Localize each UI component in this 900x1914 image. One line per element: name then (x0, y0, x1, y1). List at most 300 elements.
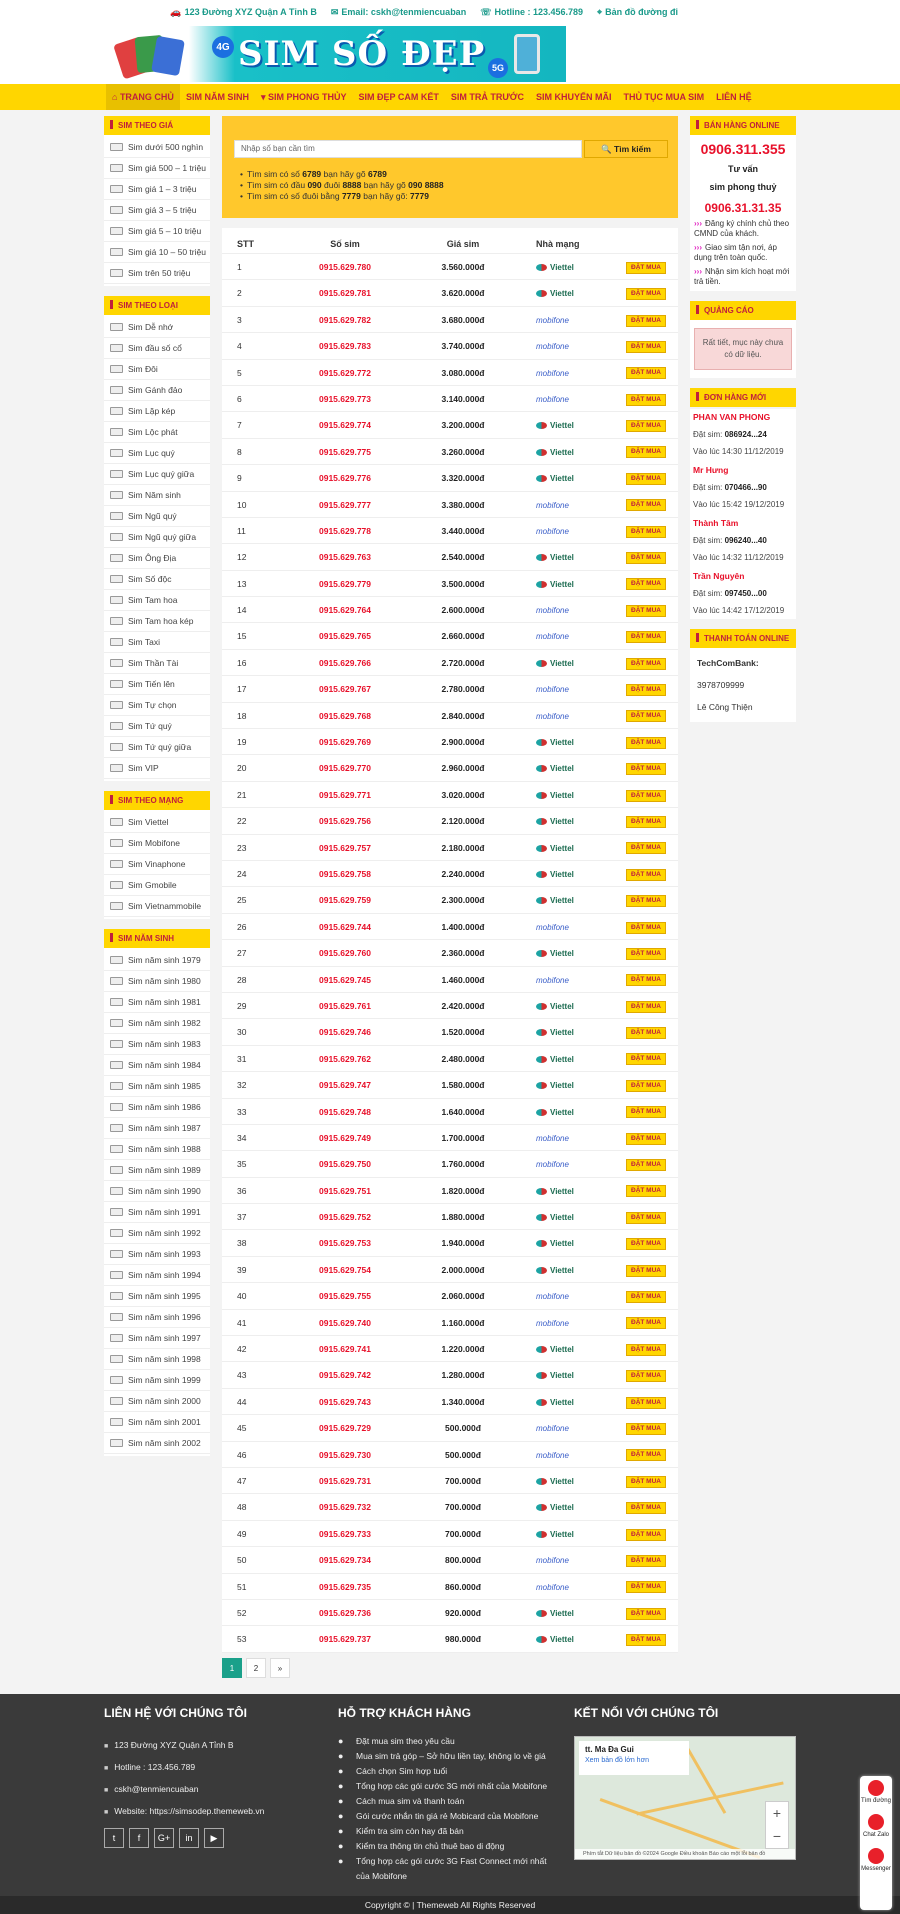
chat-icon (868, 1814, 884, 1830)
buy-button[interactable]: ĐẶT MUA (626, 578, 666, 590)
buy-button[interactable]: ĐẶT MUA (626, 710, 666, 722)
support-link[interactable]: ● Cách chọn Sim hợp tuổi (338, 1764, 560, 1779)
table-body (222, 254, 678, 1653)
sidebar-link[interactable]: Sim Tam hoa (104, 590, 210, 611)
sim-number[interactable]: 0915.629.768 (319, 710, 371, 721)
page-1[interactable]: 1 (222, 1658, 242, 1678)
sim-number[interactable]: 0915.629.733 (319, 1528, 371, 1539)
sidebar-link[interactable]: Sim Gmobile (104, 875, 210, 896)
support-link[interactable]: ● Kiểm tra thông tin chủ thuê bao di động (338, 1839, 560, 1854)
sim-number[interactable]: 0915.629.744 (319, 921, 371, 932)
sim-price: 920.000đ (445, 1607, 481, 1618)
sidebar-link[interactable]: Sim Tứ quý (104, 716, 210, 737)
buy-button[interactable]: ĐẶT MUA (626, 790, 666, 802)
sidebar-link[interactable]: Sim năm sinh 1991 (104, 1202, 210, 1223)
nav-sim-nam-sinh[interactable]: SIM NĂM SINH (185, 92, 249, 102)
sim-number[interactable]: 0915.629.778 (319, 525, 371, 536)
sim-number[interactable]: 0915.629.743 (319, 1396, 371, 1407)
sim-card-icon (110, 1313, 123, 1321)
sim-number[interactable]: 0915.629.736 (319, 1607, 371, 1618)
table-row (222, 1362, 678, 1388)
logo-banner[interactable] (106, 26, 566, 82)
sim-number[interactable]: 0915.629.745 (319, 974, 371, 985)
sidebar-link[interactable]: Sim Ngũ quý giữa (104, 527, 210, 548)
buy-button[interactable]: ĐẶT MUA (626, 473, 666, 485)
sidebar-link[interactable]: Sim Lục quý (104, 443, 210, 464)
support-link[interactable]: ● Kiểm tra sim còn hay đã bán (338, 1824, 560, 1839)
sim-number[interactable]: 0915.629.729 (319, 1423, 371, 1434)
row-index: 39 (237, 1264, 247, 1275)
sim-number[interactable]: 0915.629.771 (319, 789, 371, 800)
support-link[interactable]: ● Đặt mua sim theo yêu cầu (338, 1734, 560, 1749)
sim-number[interactable]: 0915.629.761 (319, 1000, 371, 1011)
table-row (222, 1468, 678, 1494)
buy-button[interactable]: ĐẶT MUA (626, 526, 666, 538)
buy-button[interactable]: ĐẶT MUA (626, 1238, 666, 1250)
sim-number[interactable]: 0915.629.773 (319, 393, 371, 404)
sim-price: 1.520.000đ (441, 1027, 485, 1038)
google-plus-icon[interactable]: G+ (154, 1828, 174, 1848)
twitter-icon[interactable]: t (104, 1828, 124, 1848)
row-index: 27 (237, 948, 247, 959)
buy-button[interactable]: ĐẶT MUA (626, 499, 666, 511)
sidebar-link[interactable]: Sim Số độc (104, 569, 210, 590)
network-logo: Viettel (516, 782, 614, 807)
buy-button[interactable]: ĐẶT MUA (626, 1265, 666, 1277)
sim-number[interactable]: 0915.629.731 (319, 1475, 371, 1486)
sidebar-link[interactable]: Sim Vietnammobile (104, 896, 210, 917)
online-sales (690, 135, 796, 291)
buy-button[interactable]: ĐẶT MUA (626, 895, 666, 907)
page-2[interactable]: 2 (246, 1658, 266, 1678)
buy-button[interactable]: ĐẶT MUA (626, 631, 666, 643)
network-logo: Viettel (516, 1389, 614, 1414)
sidebar-link[interactable]: Sim năm sinh 1994 (104, 1265, 210, 1286)
nav-sim-phong-thuy[interactable]: ▾ SIM PHONG THỦY (260, 92, 347, 102)
sidebar-link[interactable]: Sim năm sinh 1999 (104, 1370, 210, 1391)
hotline-1[interactable]: 0906.311.355 (700, 141, 786, 157)
sidebar-link[interactable]: Sim Ngũ quý (104, 506, 210, 527)
action-cell (614, 1230, 678, 1255)
buy-button[interactable]: ĐẶT MUA (626, 1027, 666, 1039)
network-logo: mobifone (536, 342, 569, 352)
sidebar-link[interactable]: Sim năm sinh 1982 (104, 1013, 210, 1034)
table-row (222, 861, 678, 887)
buy-button[interactable]: ĐẶT MUA (626, 1159, 666, 1171)
sidebar-link[interactable]: Sim năm sinh 1988 (104, 1139, 210, 1160)
sim-number[interactable]: 0915.629.753 (319, 1238, 371, 1249)
sim-number[interactable]: 0915.629.766 (319, 657, 371, 668)
hotline-2[interactable]: 0906.31.31.35 (704, 201, 782, 215)
buy-button[interactable]: ĐẶT MUA (626, 367, 666, 379)
sidebar-link[interactable]: Sim năm sinh 1997 (104, 1328, 210, 1349)
buy-button[interactable]: ĐẶT MUA (626, 1212, 666, 1224)
footer-hotline[interactable]: ■ Hotline : 123.456.789 (104, 1756, 324, 1778)
sidebar-link[interactable]: Sim năm sinh 1987 (104, 1118, 210, 1139)
sim-number[interactable]: 0915.629.770 (319, 763, 371, 774)
action-cell (614, 703, 678, 728)
sidebar-link[interactable]: Sim Đôi (104, 359, 210, 380)
sidebar-link[interactable]: Sim năm sinh 1979 (104, 950, 210, 971)
sim-price: 2.060.000đ (441, 1291, 485, 1302)
sidebar-link[interactable]: Sim năm sinh 2000 (104, 1391, 210, 1412)
buy-button[interactable]: ĐẶT MUA (626, 1053, 666, 1065)
network-logo: mobifone (536, 685, 569, 695)
map-larger-link[interactable]: Xem bản đồ lớn hơn (585, 1757, 650, 1764)
row-index: 34 (237, 1132, 247, 1143)
sidebar-link[interactable]: Sim năm sinh 1980 (104, 971, 210, 992)
support-link[interactable]: ● Gói cước nhắn tin giá rẻ Mobicard của Mobifone (338, 1809, 560, 1824)
buy-button[interactable]: ĐẶT MUA (626, 420, 666, 432)
action-cell (614, 412, 678, 437)
action-cell (614, 1099, 678, 1124)
support-link[interactable]: ● Cách mua sim và thanh toán (338, 1794, 560, 1809)
buy-button[interactable]: ĐẶT MUA (626, 1449, 666, 1461)
sim-price: 1.400.000đ (441, 921, 485, 932)
action-cell (614, 676, 678, 701)
sidebar-link[interactable]: Sim Lộc phát (104, 422, 210, 443)
buy-button[interactable]: ĐẶT MUA (626, 605, 666, 617)
sim-number[interactable]: 0915.629.740 (319, 1317, 371, 1328)
row-index: 14 (237, 605, 247, 616)
action-cell (614, 1521, 678, 1546)
table-row (222, 729, 678, 755)
network-logo: Viettel (516, 1178, 614, 1203)
map-link[interactable]: ⌖ Bản đồ đường đi (597, 6, 678, 17)
sim-number[interactable]: 0915.629.777 (319, 499, 371, 510)
buy-button[interactable]: ĐẶT MUA (626, 1529, 666, 1541)
buy-button[interactable]: ĐẶT MUA (626, 446, 666, 458)
support-link[interactable]: ● Tổng hợp các gói cước 3G mới nhất của Mobifone (338, 1779, 560, 1794)
sidebar-link[interactable]: Sim năm sinh 1992 (104, 1223, 210, 1244)
sidebar-link[interactable]: Sim năm sinh 1993 (104, 1244, 210, 1265)
sim-number[interactable]: 0915.629.746 (319, 1027, 371, 1038)
benefit-item: ››› Đăng ký chính chủ theo CMND của khách. (694, 219, 792, 239)
sidebar-link[interactable]: Sim Mobifone (104, 833, 210, 854)
sim-number[interactable]: 0915.629.759 (319, 895, 371, 906)
row-index: 47 (237, 1475, 247, 1486)
widget-title: SIM NĂM SINH (104, 929, 210, 948)
sim-number[interactable]: 0915.629.756 (319, 816, 371, 827)
row-index: 28 (237, 974, 247, 985)
buy-button[interactable]: ĐẶT MUA (626, 658, 666, 670)
buy-button[interactable]: ĐẶT MUA (626, 1317, 666, 1329)
network-logo: mobifone (536, 1450, 569, 1460)
buy-button[interactable]: ĐẶT MUA (626, 262, 666, 274)
sidebar-link[interactable]: Sim Vinaphone (104, 854, 210, 875)
buy-button[interactable]: ĐẶT MUA (626, 552, 666, 564)
sim-number[interactable]: 0915.629.751 (319, 1185, 371, 1196)
sim-number[interactable]: 0915.629.769 (319, 737, 371, 748)
footer-website[interactable]: ■ Website: https://simsodep.themeweb.vn (104, 1800, 324, 1822)
table-row (222, 597, 678, 623)
email-info[interactable]: ✉ Email: cskh@tenmiencuaban (330, 6, 467, 17)
action-cell (614, 1626, 678, 1651)
buy-button[interactable]: ĐẶT MUA (626, 869, 666, 881)
consult-text: sim phong thuỷ (709, 182, 777, 192)
sim-price: 1.880.000đ (441, 1212, 485, 1223)
search-input[interactable]: Nhập số bạn cần tìm (234, 140, 582, 158)
buy-button[interactable]: ĐẶT MUA (626, 922, 666, 934)
sim-price: 2.120.000đ (441, 816, 485, 827)
buy-button[interactable]: ĐẶT MUA (626, 948, 666, 960)
sidebar-link[interactable]: Sim giá 3 – 5 triệu (104, 200, 210, 221)
sidebar-link[interactable]: Sim giá 1 – 3 triệu (104, 179, 210, 200)
row-index: 13 (237, 578, 247, 589)
sim-number[interactable]: 0915.629.742 (319, 1370, 371, 1381)
sidebar-link[interactable]: Sim năm sinh 1984 (104, 1055, 210, 1076)
nav-sim-khuyen-mai[interactable]: SIM KHUYẾN MÃI (535, 92, 612, 102)
footer-email[interactable]: ■ cskh@tenmiencuaban (104, 1778, 324, 1800)
support-link[interactable]: ● Tổng hợp các gói cước 3G Fast Connect mới nhất của Mobifone (338, 1854, 560, 1884)
sidebar-link[interactable]: Sim Dễ nhớ (104, 317, 210, 338)
sidebar-link[interactable]: Sim năm sinh 1990 (104, 1181, 210, 1202)
right-sidebar (690, 116, 796, 732)
buy-button[interactable]: ĐẶT MUA (626, 842, 666, 854)
sidebar-link[interactable]: Sim giá 500 – 1 triệu (104, 158, 210, 179)
sim-number[interactable]: 0915.629.774 (319, 420, 371, 431)
row-index: 42 (237, 1344, 247, 1355)
sidebar-link[interactable]: Sim Taxi (104, 632, 210, 653)
sidebar-link[interactable]: Sim năm sinh 1996 (104, 1307, 210, 1328)
widget-title: SIM THEO GIÁ (104, 116, 210, 135)
network-logo: Viettel (516, 1336, 614, 1361)
zalo-button[interactable]: Chat Zalo (860, 1814, 892, 1844)
messenger-button[interactable]: Messenger (860, 1848, 892, 1878)
network-logo: Viettel (516, 280, 614, 305)
youtube-icon[interactable]: ▶ (204, 1828, 224, 1848)
buy-button[interactable]: ĐẶT MUA (626, 1291, 666, 1303)
sidebar-link[interactable]: Sim Tự chọn (104, 695, 210, 716)
sim-number[interactable]: 0915.629.776 (319, 473, 371, 484)
buy-button[interactable]: ĐẶT MUA (626, 763, 666, 775)
sidebar-link[interactable]: Sim Năm sinh (104, 485, 210, 506)
sidebar-link[interactable]: Sim VIP (104, 758, 210, 779)
sidebar-link[interactable]: Sim dưới 500 nghìn (104, 137, 210, 158)
sidebar-link[interactable]: Sim năm sinh 1985 (104, 1076, 210, 1097)
sim-number[interactable]: 0915.629.758 (319, 868, 371, 879)
sim-number[interactable]: 0915.629.764 (319, 605, 371, 616)
table-row (222, 1125, 678, 1151)
buy-button[interactable]: ĐẶT MUA (626, 1185, 666, 1197)
row-index: 51 (237, 1581, 247, 1592)
sim-number[interactable]: 0915.629.772 (319, 367, 371, 378)
buy-button[interactable]: ĐẶT MUA (626, 315, 666, 327)
buy-button[interactable]: ĐẶT MUA (626, 394, 666, 406)
sim-card-icon (110, 902, 123, 910)
table-row (222, 967, 678, 993)
sidebar-link[interactable]: Sim Gánh đảo (104, 380, 210, 401)
sidebar-link[interactable]: Sim năm sinh 1995 (104, 1286, 210, 1307)
buy-button[interactable]: ĐẶT MUA (626, 288, 666, 300)
network-logo: mobifone (536, 632, 569, 642)
page-next[interactable]: » (270, 1658, 290, 1678)
sim-number[interactable]: 0915.629.782 (319, 314, 371, 325)
facebook-icon[interactable]: f (129, 1828, 149, 1848)
sidebar-link[interactable]: Sim năm sinh 1986 (104, 1097, 210, 1118)
sim-number[interactable]: 0915.629.781 (319, 288, 371, 299)
sidebar-link[interactable]: Sim năm sinh 1981 (104, 992, 210, 1013)
sim-number[interactable]: 0915.629.767 (319, 684, 371, 695)
network-logo: Viettel (516, 835, 614, 860)
sim-price: 2.900.000đ (441, 737, 485, 748)
buy-button[interactable]: ĐẶT MUA (626, 1001, 666, 1013)
network-logo: Viettel (516, 729, 614, 754)
buy-button[interactable]: ĐẶT MUA (626, 1397, 666, 1409)
sim-number[interactable]: 0915.629.749 (319, 1132, 371, 1143)
sidebar-link[interactable]: Sim năm sinh 1983 (104, 1034, 210, 1055)
sim-card-icon (110, 638, 123, 646)
sidebar-link[interactable]: Sim năm sinh 2001 (104, 1412, 210, 1433)
sim-number[interactable]: 0915.629.741 (319, 1344, 371, 1355)
row-index: 36 (237, 1185, 247, 1196)
directions-button[interactable]: Tìm đường (860, 1780, 892, 1810)
sim-number[interactable]: 0915.629.734 (319, 1555, 371, 1566)
sidebar-link[interactable]: Sim Viettel (104, 812, 210, 833)
sim-price: 2.420.000đ (441, 1000, 485, 1011)
network-list (104, 810, 210, 919)
sidebar-link[interactable]: Sim Lục quý giữa (104, 464, 210, 485)
sim-card-icon (110, 185, 123, 193)
footer-address: ■ 123 Đường XYZ Quận A Tỉnh B (104, 1734, 324, 1756)
action-cell (614, 1204, 678, 1229)
network-logo: Viettel (516, 1468, 614, 1493)
sim-number[interactable]: 0915.629.780 (319, 262, 371, 272)
action-cell (614, 1178, 678, 1203)
network-logo: mobifone (536, 526, 569, 536)
sidebar-link[interactable]: Sim Tam hoa kép (104, 611, 210, 632)
nav-thu-tuc-mua-sim[interactable]: THỦ TỤC MUA SIM (623, 92, 705, 102)
buy-button[interactable]: ĐẶT MUA (626, 341, 666, 353)
sim-number[interactable]: 0915.629.730 (319, 1449, 371, 1460)
sim-number[interactable]: 0915.629.732 (319, 1502, 371, 1513)
sim-price: 3.140.000đ (441, 393, 485, 404)
nav-sim-dep-cam-ket[interactable]: SIM ĐẸP CAM KẾT (358, 92, 439, 102)
sim-number[interactable]: 0915.629.748 (319, 1106, 371, 1117)
sim-number[interactable]: 0915.629.755 (319, 1291, 371, 1302)
action-cell (614, 1574, 678, 1599)
sidebar-link[interactable]: Sim Tiến lên (104, 674, 210, 695)
network-logo: Viettel (516, 755, 614, 780)
sim-card-icon (110, 1040, 123, 1048)
table-row (222, 360, 678, 386)
sim-price: 3.080.000đ (441, 367, 485, 378)
sim-number[interactable]: 0915.629.775 (319, 446, 371, 457)
sim-number[interactable]: 0915.629.737 (319, 1634, 371, 1645)
table-row (222, 439, 678, 465)
sim-number[interactable]: 0915.629.760 (319, 948, 371, 959)
row-index: 31 (237, 1053, 247, 1064)
sidebar-link[interactable]: Sim trên 50 triệu (104, 263, 210, 284)
footer-contact (104, 1706, 324, 1848)
sidebar-link[interactable]: Sim Lặp kép (104, 401, 210, 422)
sim-number[interactable]: 0915.629.752 (319, 1212, 371, 1223)
sim-number[interactable]: 0915.629.750 (319, 1159, 371, 1170)
table-row (222, 703, 678, 729)
buy-button[interactable]: ĐẶT MUA (626, 1133, 666, 1145)
network-logo: Viettel (516, 544, 614, 569)
sidebar-link[interactable]: Sim Thần Tài (104, 653, 210, 674)
buy-button[interactable]: ĐẶT MUA (626, 1502, 666, 1514)
action-cell (614, 993, 678, 1018)
row-index: 24 (237, 868, 247, 879)
sim-card-icon (110, 977, 123, 985)
sim-number[interactable]: 0915.629.757 (319, 842, 371, 853)
sidebar-link[interactable]: Sim năm sinh 2002 (104, 1433, 210, 1454)
row-index: 41 (237, 1317, 247, 1328)
sim-price: 3.320.000đ (441, 473, 485, 484)
buy-button[interactable]: ĐẶT MUA (626, 1634, 666, 1646)
sim-number[interactable]: 0915.629.779 (319, 578, 371, 589)
sidebar-link[interactable]: Sim đầu số cổ (104, 338, 210, 359)
new-orders (690, 409, 796, 619)
buy-button[interactable]: ĐẶT MUA (626, 737, 666, 749)
sim-card-icon (110, 1355, 123, 1363)
sidebar-link[interactable]: Sim giá 5 – 10 triệu (104, 221, 210, 242)
sidebar-link[interactable]: Sim giá 10 – 50 triệu (104, 242, 210, 263)
sim-card-icon (110, 1019, 123, 1027)
sidebar-link[interactable]: Sim năm sinh 1998 (104, 1349, 210, 1370)
map-zoom-control[interactable]: + − (765, 1801, 789, 1849)
linkedin-icon[interactable]: in (179, 1828, 199, 1848)
buy-button[interactable]: ĐẶT MUA (626, 816, 666, 828)
table-row (222, 518, 678, 544)
row-index: 35 (237, 1159, 247, 1170)
buy-button[interactable]: ĐẶT MUA (626, 1581, 666, 1593)
table-row (222, 808, 678, 834)
sidebar-link[interactable]: Sim Ông Địa (104, 548, 210, 569)
buy-button[interactable]: ĐẶT MUA (626, 1106, 666, 1118)
sim-number[interactable]: 0915.629.762 (319, 1053, 371, 1064)
sim-price: 3.200.000đ (441, 420, 485, 431)
sim-number[interactable]: 0915.629.754 (319, 1264, 371, 1275)
buy-button[interactable]: ĐẶT MUA (626, 1370, 666, 1382)
sim-price: 3.440.000đ (441, 525, 485, 536)
search-button[interactable]: 🔍 Tìm kiếm (584, 140, 668, 158)
sidebar-link[interactable]: Sim năm sinh 1989 (104, 1160, 210, 1181)
nav-sim-tra-truoc[interactable]: SIM TRẢ TRƯỚC (450, 92, 524, 102)
buy-button[interactable]: ĐẶT MUA (626, 1080, 666, 1092)
buy-button[interactable]: ĐẶT MUA (626, 1476, 666, 1488)
nav-home[interactable]: ⌂ TRANG CHỦ (106, 84, 180, 110)
hotline-info[interactable]: ☏ Hotline : 123.456.789 (480, 6, 584, 17)
support-link[interactable]: ● Mua sim trả góp – Sở hữu liền tay, không lo về giá (338, 1749, 560, 1764)
badge-4g: 4G (212, 36, 234, 58)
order-sim: Đặt sim: 086924...24 (693, 430, 767, 439)
nav-lien-he[interactable]: LIÊN HỆ (716, 92, 752, 102)
sim-card-icon (110, 533, 123, 541)
sim-number[interactable]: 0915.629.735 (319, 1581, 371, 1592)
google-map[interactable] (574, 1736, 796, 1860)
order-time: Vào lúc 14:30 11/12/2019 (693, 447, 784, 456)
sim-card-icon (110, 1271, 123, 1279)
left-sidebar (104, 116, 210, 1466)
sim-card-icon (110, 596, 123, 604)
sim-number[interactable]: 0915.629.765 (319, 631, 371, 642)
sim-number[interactable]: 0915.629.747 (319, 1080, 371, 1091)
buy-button[interactable]: ĐẶT MUA (626, 1555, 666, 1567)
sim-card-icon (110, 764, 123, 772)
buy-button[interactable]: ĐẶT MUA (626, 974, 666, 986)
sim-number[interactable]: 0915.629.783 (319, 341, 371, 352)
buy-button[interactable]: ĐẶT MUA (626, 1423, 666, 1435)
sim-number[interactable]: 0915.629.763 (319, 552, 371, 563)
sidebar-link[interactable]: Sim Tứ quý giữa (104, 737, 210, 758)
buy-button[interactable]: ĐẶT MUA (626, 1344, 666, 1356)
buy-button[interactable]: ĐẶT MUA (626, 1608, 666, 1620)
buy-button[interactable]: ĐẶT MUA (626, 684, 666, 696)
network-logo: mobifone (536, 368, 569, 378)
